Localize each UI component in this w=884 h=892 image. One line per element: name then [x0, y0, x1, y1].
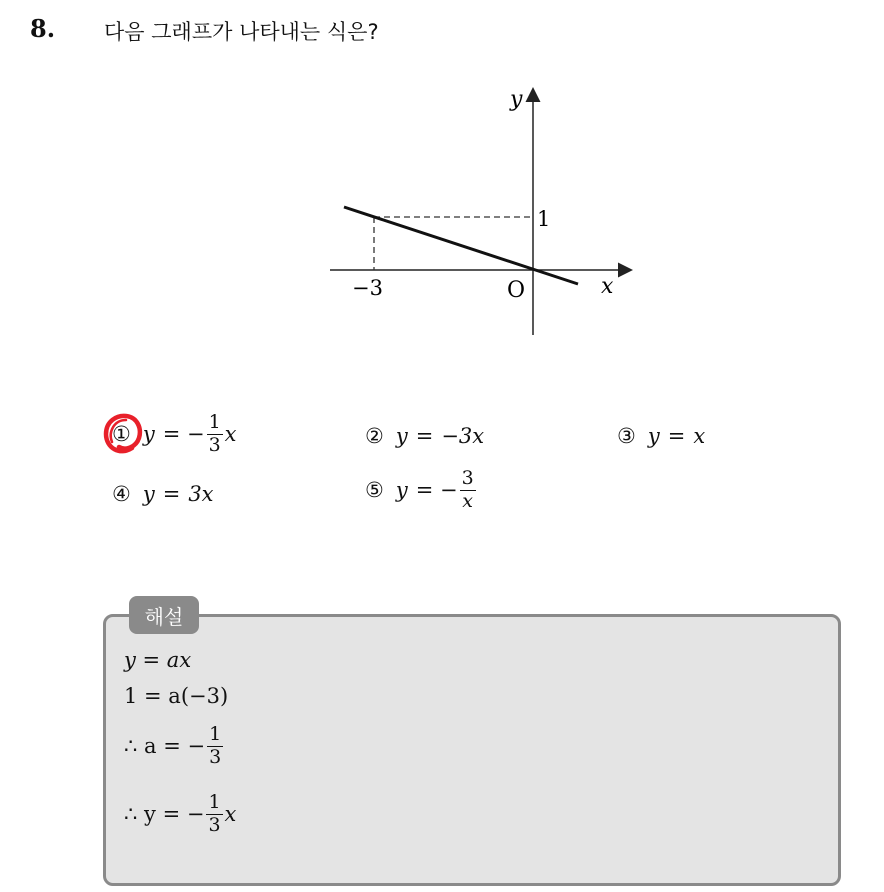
solution-line-4-var: x: [224, 802, 237, 827]
choice-5-eq: = −: [415, 478, 458, 503]
choice-1-numerator: 1: [208, 411, 221, 433]
choice-1-lhs: y: [142, 422, 155, 447]
solution-line-1: [124, 648, 191, 672]
choice-5-fraction: [460, 468, 476, 513]
y-axis-label: y: [510, 87, 523, 112]
choice-1-number: ①: [112, 422, 131, 447]
solution-line-4-prefix: ∴ y = −: [124, 802, 205, 827]
choice-5-lhs: y: [395, 478, 408, 503]
choice-4-rhs: 3x: [188, 482, 214, 506]
choice-1-fraction: [207, 412, 223, 457]
choice-2-number: ②: [365, 424, 384, 448]
solution-line-4-denominator: 3: [208, 813, 221, 836]
y-tick-label: 1: [537, 207, 551, 231]
choice-4[interactable]: [112, 482, 214, 506]
solution-line-1-text: y = ax: [124, 648, 192, 672]
solution-line-3-denominator: 3: [209, 745, 222, 768]
choice-4-eq: =: [162, 482, 181, 506]
question-text: 다음 그래프가 나타내는 식은?: [104, 20, 379, 44]
x-tick-label: −3: [352, 276, 383, 300]
choice-3-eq: =: [667, 424, 686, 448]
choice-5-numerator: 3: [461, 467, 474, 489]
choice-1-denominator: 3: [208, 433, 221, 456]
choice-4-lhs: y: [142, 482, 155, 506]
choice-1-var: x: [224, 422, 237, 447]
coordinate-graph: [320, 80, 650, 345]
choice-5-denominator: x: [462, 489, 473, 512]
solution-line-2: [124, 684, 228, 708]
choice-2[interactable]: [365, 424, 484, 448]
solution-line-3: [124, 724, 225, 769]
solution-line-4-numerator: 1: [208, 791, 221, 813]
choice-2-rhs: −3x: [441, 424, 485, 448]
choice-4-number: ④: [112, 482, 131, 506]
solution-line-3-numerator: 1: [209, 723, 222, 745]
origin-label: O: [507, 278, 526, 303]
solution-line-4: [124, 792, 236, 837]
choice-1-eq: = −: [162, 422, 205, 447]
choice-3[interactable]: [617, 424, 705, 448]
choice-2-eq: =: [415, 424, 434, 448]
question-number: 8.: [30, 14, 56, 43]
solution-line-3-fraction: [207, 724, 223, 769]
choice-5-number: ⑤: [365, 478, 384, 503]
answer-circle-mark: [102, 412, 144, 456]
solution-line-2-text: 1 = a(−3): [124, 684, 229, 708]
x-axis-label: x: [601, 274, 614, 299]
choice-3-number: ③: [617, 424, 636, 448]
solution-line-4-fraction: [206, 792, 222, 837]
choice-3-lhs: y: [647, 424, 660, 448]
choice-3-rhs: x: [693, 424, 706, 448]
solution-line-3-prefix: ∴ a = −: [124, 734, 206, 759]
choice-2-lhs: y: [395, 424, 408, 448]
choice-5[interactable]: [365, 468, 478, 513]
solution-label: 해설: [129, 596, 199, 634]
